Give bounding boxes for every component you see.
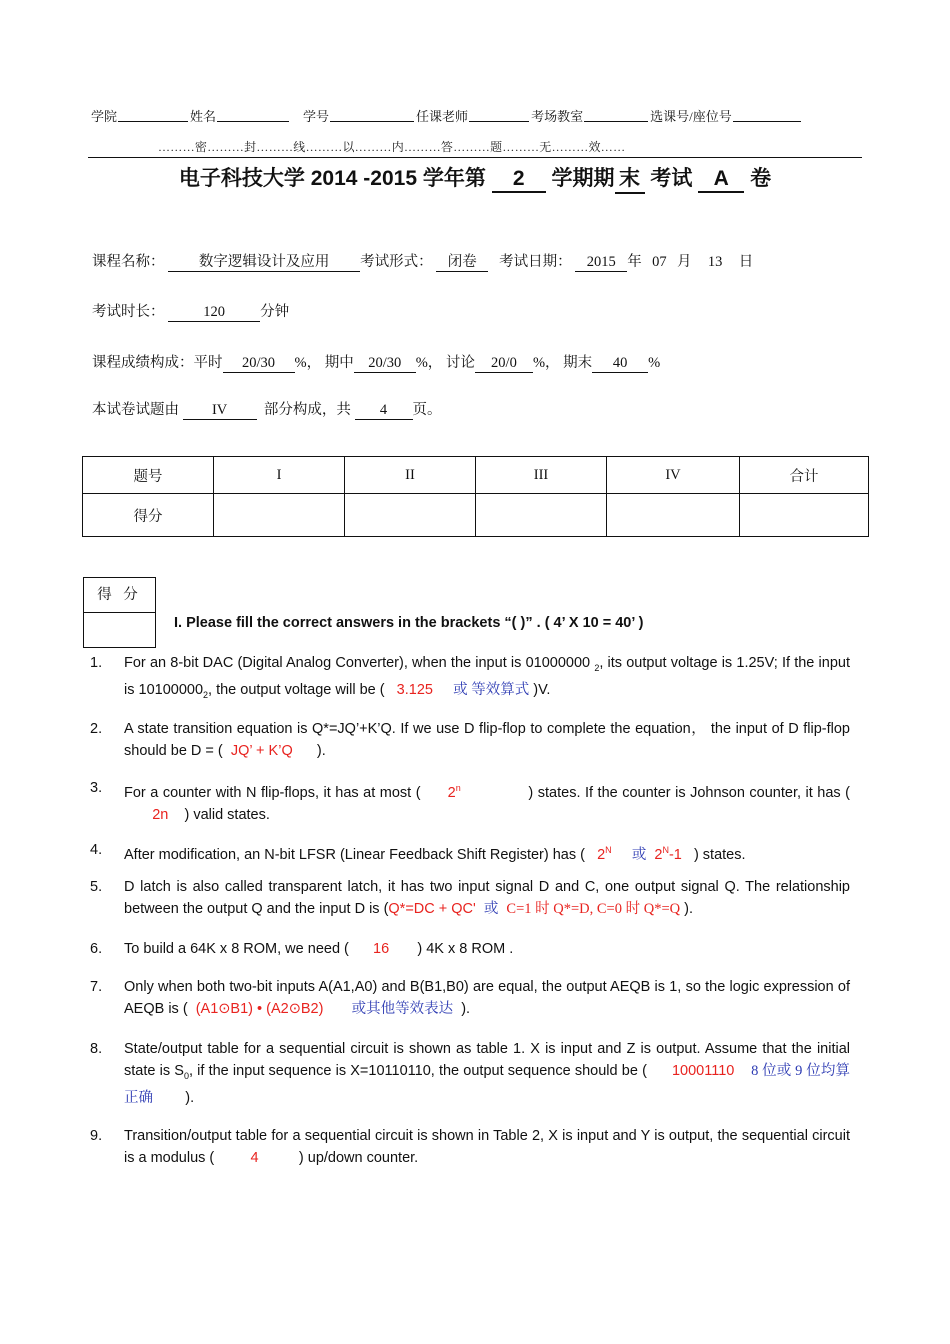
pct1: %， 期中 bbox=[294, 355, 354, 371]
q8-text-2: , if the input sequence is X=10110110, the output sequence should be ( bbox=[188, 1063, 647, 1079]
score-table-header bbox=[83, 457, 869, 494]
parts-count: IV bbox=[183, 402, 257, 420]
q1-alt-answer: 或 等效算式 bbox=[453, 681, 530, 698]
form-label: 考试形式： bbox=[360, 254, 433, 270]
name-blank[interactable] bbox=[217, 109, 289, 122]
q4-answer-1-exp: N bbox=[605, 845, 612, 855]
q3-text-1: For a counter with N flip-flops, it has at most ( bbox=[124, 784, 421, 801]
course-info-row bbox=[92, 250, 753, 272]
q2-text-2: ). bbox=[316, 743, 326, 759]
question-7 bbox=[90, 976, 850, 1020]
q9-text-1: Transition/output table for a sequential circuit is shown in Table 2, X is input and Y is output, the sequential circuit is a modulus ( bbox=[124, 1128, 850, 1166]
q1-text-2: , its output voltage is 1.25V; If the input is 10100000 bbox=[124, 655, 851, 698]
exam-day: 13 bbox=[707, 254, 723, 270]
q7-text-2: ). bbox=[461, 1001, 471, 1017]
question-number: 5. bbox=[90, 879, 103, 895]
question-number: 8. bbox=[90, 1041, 103, 1057]
q5-alt: 或 bbox=[483, 901, 499, 917]
grade-label: 课程成绩构成：平时 bbox=[92, 355, 223, 371]
q3-text-3: ) valid states. bbox=[184, 806, 270, 823]
score-cell-3[interactable] bbox=[476, 494, 607, 537]
exam-year: 2015 bbox=[575, 254, 627, 272]
regular-score: 20/30 bbox=[223, 355, 295, 373]
date-label: 考试日期： bbox=[499, 254, 572, 270]
teacher-blank[interactable] bbox=[469, 109, 529, 122]
q5-text-2: ). bbox=[684, 901, 694, 917]
q4-answer-2-base: 2 bbox=[654, 846, 663, 863]
duration-value: 120 bbox=[168, 304, 260, 322]
q1-sub-1: 2 bbox=[594, 662, 600, 673]
q4-text-1: After modification, an N-bit LFSR (Linear Feedback Shift Register) has ( bbox=[124, 846, 585, 863]
title-paper: A bbox=[698, 167, 744, 193]
question-1 bbox=[90, 652, 850, 706]
header-part-1: I bbox=[214, 457, 345, 494]
q3-answer-1 bbox=[448, 785, 461, 801]
q3-answer-2: 2n bbox=[152, 806, 169, 823]
score-table-row bbox=[83, 494, 869, 537]
question-8 bbox=[90, 1038, 850, 1109]
room-blank[interactable] bbox=[584, 109, 648, 122]
score-cell-4[interactable] bbox=[607, 494, 740, 537]
q3-text-2: ) states. If the counter is Johnson counter, it has ( bbox=[528, 784, 851, 801]
parts-mid: 部分构成，共 bbox=[263, 402, 351, 418]
question-number: 3. bbox=[90, 780, 103, 796]
q8-text-3: ). bbox=[185, 1089, 195, 1106]
q8-sub: 0 bbox=[183, 1070, 189, 1081]
duration-unit: 分钟 bbox=[260, 304, 290, 320]
grade-composition-row bbox=[92, 351, 660, 373]
question-4 bbox=[90, 839, 850, 866]
title-kind: 末 bbox=[615, 162, 645, 194]
q4-answer-1-base: 2 bbox=[597, 846, 606, 863]
midterm-score: 20/30 bbox=[354, 355, 416, 373]
q8-text-1: State/output table for a sequential circuit is shown as table 1. X is input and Z is output. Assume that the initial state is S bbox=[124, 1041, 850, 1079]
question-5 bbox=[90, 876, 850, 920]
q2-text-1: A state transition equation is Q*=JQ’+K’Q. If we use D flip-flop to complete the equation， the input of D flip-flop should be D = ( bbox=[124, 721, 850, 759]
q8-answer: 10001110 bbox=[671, 1063, 735, 1079]
q1-sub-2: 2 bbox=[203, 689, 209, 700]
college-blank[interactable] bbox=[118, 109, 188, 122]
q2-answer: JQ’ + K’Q bbox=[230, 743, 293, 759]
question-3 bbox=[90, 777, 850, 826]
q7-text-1: Only when both two-bit inputs A(A1,A0) and B(B1,B0) are equal, the output AEQB is 1, so the logic expression of AEQB is ( bbox=[124, 979, 850, 1017]
q9-text-2: ) up/down counter. bbox=[298, 1150, 419, 1166]
q1-text-4: )V. bbox=[533, 681, 551, 698]
q4-answer-1 bbox=[597, 847, 612, 863]
header-total: 合计 bbox=[740, 457, 869, 494]
section-score-box bbox=[83, 577, 156, 648]
score-row-label: 得分 bbox=[83, 494, 214, 537]
q6-text-1: To build a 64K x 8 ROM, we need ( bbox=[124, 941, 349, 957]
student-id-blank[interactable] bbox=[330, 109, 414, 122]
field-seat: 选课号/座位号 bbox=[650, 109, 732, 124]
duration-row bbox=[92, 300, 289, 322]
section-score-cell[interactable] bbox=[84, 613, 155, 647]
q1-answer: 3.125 bbox=[396, 681, 433, 698]
question-2 bbox=[90, 718, 850, 762]
title-suffix: 卷 bbox=[750, 167, 772, 190]
field-student-id: 学号 bbox=[303, 109, 330, 124]
q4-text-2: ) states. bbox=[693, 846, 746, 863]
q3-answer-1-exp: n bbox=[455, 783, 461, 793]
header-part-4: IV bbox=[607, 457, 740, 494]
header-part-2: II bbox=[345, 457, 476, 494]
q5-answer-2: C=1 时 Q*=D, C=0 时 Q*=Q bbox=[506, 901, 681, 917]
q7-answer: (A1⊙B1) • (A2⊙B2) bbox=[195, 1001, 324, 1017]
exam-title bbox=[0, 162, 950, 194]
q4-answer-2 bbox=[654, 847, 681, 863]
section-title: I. Please fill the correct answers in the brackets “( )” . ( 4’ X 10 = 40’ ) bbox=[174, 615, 644, 631]
score-table bbox=[82, 456, 869, 537]
page-count: 4 bbox=[355, 402, 413, 420]
title-prefix: 电子科技大学 2014 -2015 学年第 bbox=[178, 167, 486, 190]
title-term: 2 bbox=[492, 167, 546, 193]
day-unit: 日 bbox=[738, 254, 754, 270]
field-room: 考场教室 bbox=[531, 109, 584, 124]
score-cell-total[interactable] bbox=[740, 494, 869, 537]
question-9 bbox=[90, 1125, 850, 1169]
question-6 bbox=[90, 938, 850, 960]
year-unit: 年 bbox=[627, 254, 642, 270]
q1-text-3: , the output voltage will be ( bbox=[208, 681, 385, 698]
question-number: 7. bbox=[90, 979, 103, 995]
student-info-header bbox=[91, 106, 861, 125]
q4-answer-2-exp: N bbox=[662, 845, 669, 855]
q5-text-1: D latch is also called transparent latch, it has two input signal D and C, one output signal Q. The relationship between the output Q and the input D is ( bbox=[124, 879, 850, 917]
parts-row bbox=[92, 398, 442, 420]
q5-answer: Q*=DC + QC' bbox=[388, 901, 476, 917]
header-divider bbox=[88, 157, 862, 158]
q7-alt: 或其他等效表达 bbox=[351, 1001, 454, 1017]
duration-label: 考试时长： bbox=[92, 304, 165, 320]
pct3: %， 期末 bbox=[532, 355, 593, 371]
q6-answer: 16 bbox=[373, 941, 390, 957]
score-cell-2[interactable] bbox=[345, 494, 476, 537]
course-label: 课程名称： bbox=[92, 254, 165, 270]
q4-alt: 或 bbox=[631, 846, 647, 863]
course-name: 数字逻辑设计及应用 bbox=[168, 250, 360, 272]
parts-label: 本试卷试题由 bbox=[92, 402, 179, 418]
header-question-no: 题号 bbox=[83, 457, 214, 494]
field-name: 姓名 bbox=[190, 109, 217, 124]
seat-blank[interactable] bbox=[733, 109, 801, 122]
month-unit: 月 bbox=[677, 254, 692, 270]
question-number: 4. bbox=[90, 842, 103, 858]
q3-answer-1-base: 2 bbox=[447, 784, 456, 801]
pct2: %， 讨论 bbox=[415, 355, 475, 371]
title-mid1: 学期期 bbox=[551, 167, 615, 190]
title-mid2: 考试 bbox=[650, 167, 693, 190]
question-number: 1. bbox=[90, 655, 103, 671]
final-score: 40 bbox=[592, 355, 648, 373]
field-teacher: 任课老师 bbox=[416, 109, 469, 124]
q8-alt: 8 位或 9 位均算正确 bbox=[124, 1063, 851, 1106]
header-part-3: III bbox=[476, 457, 607, 494]
discussion-score: 20/0 bbox=[475, 355, 533, 373]
q6-text-2: ) 4K x 8 ROM . bbox=[417, 941, 514, 957]
section-score-label: 得 分 bbox=[84, 578, 155, 613]
q4-answer-2-tail: -1 bbox=[668, 846, 682, 863]
field-college: 学院 bbox=[91, 109, 118, 124]
question-number: 2. bbox=[90, 721, 103, 737]
score-cell-1[interactable] bbox=[214, 494, 345, 537]
question-number: 6. bbox=[90, 941, 103, 957]
seal-line: ………密………封………线………以………内………答………题………无………效…… bbox=[158, 140, 626, 154]
pages-unit: 页。 bbox=[412, 402, 442, 418]
q9-answer: 4 bbox=[250, 1150, 259, 1166]
q1-text-1: For an 8-bit DAC (Digital Analog Converter), when the input is 01000000 bbox=[124, 655, 591, 671]
exam-form: 闭卷 bbox=[436, 250, 488, 272]
pct4: % bbox=[648, 355, 661, 371]
question-number: 9. bbox=[90, 1128, 103, 1144]
exam-month: 07 bbox=[652, 254, 667, 270]
